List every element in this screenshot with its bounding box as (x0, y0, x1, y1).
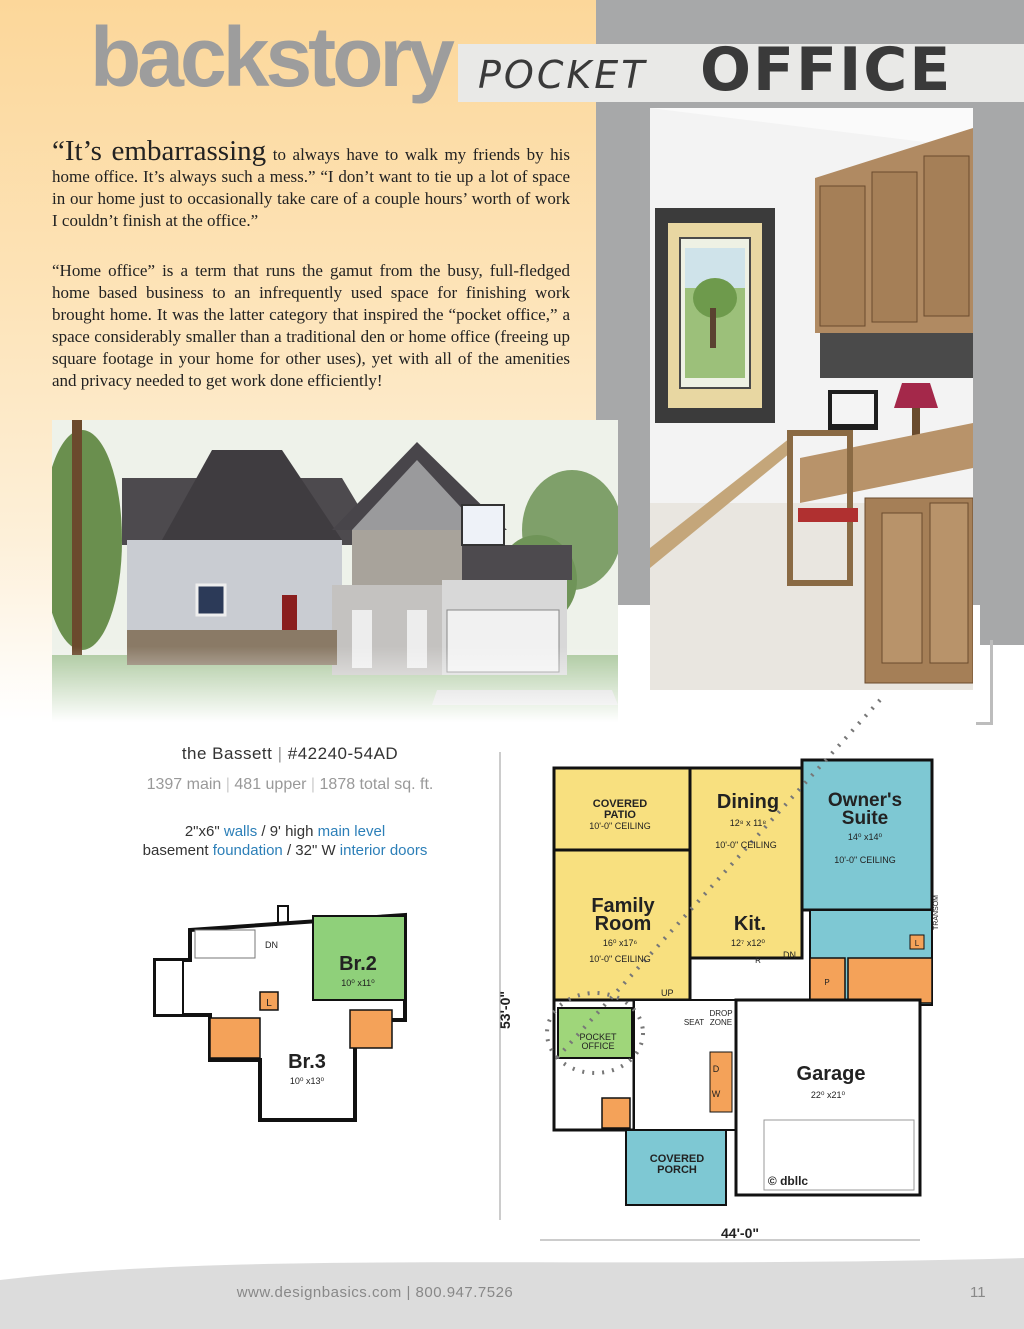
main-floor-plan (480, 690, 960, 1250)
copyright-label: © dbllc (767, 1174, 809, 1188)
drop-zone-label-2: ZONE (709, 1018, 733, 1027)
house-rendering (52, 420, 618, 722)
family-room-dim: 16⁰ x17⁶ (602, 938, 638, 948)
owners-suite-label-1: Owner's (827, 790, 903, 811)
page-number: 11 (970, 1284, 986, 1301)
main-sqft: 1397 main (146, 776, 222, 793)
plan-name: the Bassett (181, 744, 273, 763)
plan-spec-walls (110, 823, 460, 840)
depth-dimension: 53'-0" (497, 991, 513, 1029)
plan-number: #42240-54AD (287, 744, 399, 763)
family-room-label-1: Family (591, 895, 655, 917)
dryer-label: D (712, 1064, 720, 1074)
dining-ceiling: 10'-0" CEILING (715, 840, 777, 850)
upper-sqft: 481 upper (234, 776, 307, 793)
gray-background-tab (980, 605, 1024, 645)
corner-accent (976, 640, 993, 725)
owners-suite-dim: 14⁰ x14⁰ (847, 832, 883, 842)
seat-label: SEAT (683, 1018, 705, 1027)
upper-linen-label: L (266, 998, 272, 1009)
width-dimension: 44'-0" (721, 1225, 759, 1241)
dining-dim: 12⁸ x 11⁸ (729, 818, 767, 828)
ceiling-height: / 9' high (261, 823, 314, 840)
family-room-ceiling: 10'-0" CEILING (589, 954, 651, 964)
story-lead: “It’s embarrassing (52, 135, 267, 167)
kitchen-dim: 12⁷ x12⁰ (731, 938, 765, 948)
main-level-label: main level (317, 823, 386, 840)
backstory-title: backstory (90, 10, 451, 104)
foundation-label: foundation (212, 842, 283, 859)
transom-label: TRANSOM (933, 895, 940, 930)
story-paragraph-1-text: to always have to walk my friends by his home office. It’s always such a mess.” “I don’t want to tie up a lot of space in our home just to occasionally take care of a couple hours’ worth of work I couldn’t finish at the office.” (52, 145, 570, 230)
owners-linen-label: L (914, 939, 920, 948)
kitchen-label: Kit. (733, 913, 767, 935)
upper-dn-label: DN (265, 940, 278, 950)
total-sqft: 1878 total sq. ft. (319, 776, 434, 793)
pocket-title: POCKET (478, 53, 648, 97)
walls-size: 2"x6" (184, 823, 220, 840)
main-dn-label: DN (783, 950, 796, 960)
doors-size: / 32" W (286, 842, 336, 859)
footer-contact: www.designbasics.com | 800.947.7526 (236, 1284, 514, 1301)
story-paragraph-1 (52, 135, 570, 232)
br3-dim: 10⁰ x13⁰ (289, 1076, 325, 1086)
pocket-office-label-1: POCKET (579, 1032, 617, 1042)
office-title: OFFICE (700, 35, 953, 105)
br2-dim: 10⁰ x11⁰ (341, 978, 375, 988)
interior-doors-label: interior doors (339, 842, 428, 859)
owners-suite-label-2: Suite (841, 808, 889, 829)
pocket-office-illustration (650, 108, 973, 690)
garage-label: Garage (796, 1063, 866, 1085)
br3-label: Br.3 (288, 1051, 326, 1073)
walls-label: walls (223, 823, 258, 840)
washer-label: W (711, 1089, 721, 1099)
pocket-office-label-2: OFFICE (581, 1041, 615, 1051)
pantry-label: P (824, 978, 830, 987)
garage-dim: 22⁰ x21⁰ (810, 1090, 846, 1100)
family-room-label-2: Room (594, 913, 652, 935)
covered-patio-label-1: COVERED (592, 798, 648, 810)
refrigerator-label: R (755, 956, 761, 965)
covered-patio-label-2: PATIO (604, 809, 636, 821)
covered-porch-label-2: PORCH (657, 1164, 697, 1176)
drop-zone-label-1: DROP (709, 1009, 733, 1018)
story-paragraph-2: “Home office” is a term that runs the gamut from the busy, full-fledged home based business to an infrequently used space for finishing work brought home. It was the latter category that inspired the “pocket office,” a space considerably smaller than a traditional den or home office (freeing up square footage in your home for other uses), yet with all of the amenities and privacy needed to get work done efficiently! (52, 261, 570, 390)
patio-ceiling: 10'-0" CEILING (589, 821, 651, 831)
dining-label: Dining (716, 791, 780, 813)
upper-floor-plan (150, 900, 410, 1140)
plan-spec-foundation (100, 842, 470, 859)
br2-label: Br.2 (339, 953, 377, 975)
plan-square-footage: 1397 main | 481 upper | 1878 total sq. ft. (146, 776, 434, 793)
plan-name-line: the Bassett | #42240-54AD (181, 744, 399, 763)
owners-suite-ceiling: 10'-0" CEILING (834, 855, 896, 865)
up-label: UP (661, 988, 674, 998)
basement-label: basement (142, 842, 209, 859)
covered-porch-label-1: COVERED (649, 1153, 705, 1165)
